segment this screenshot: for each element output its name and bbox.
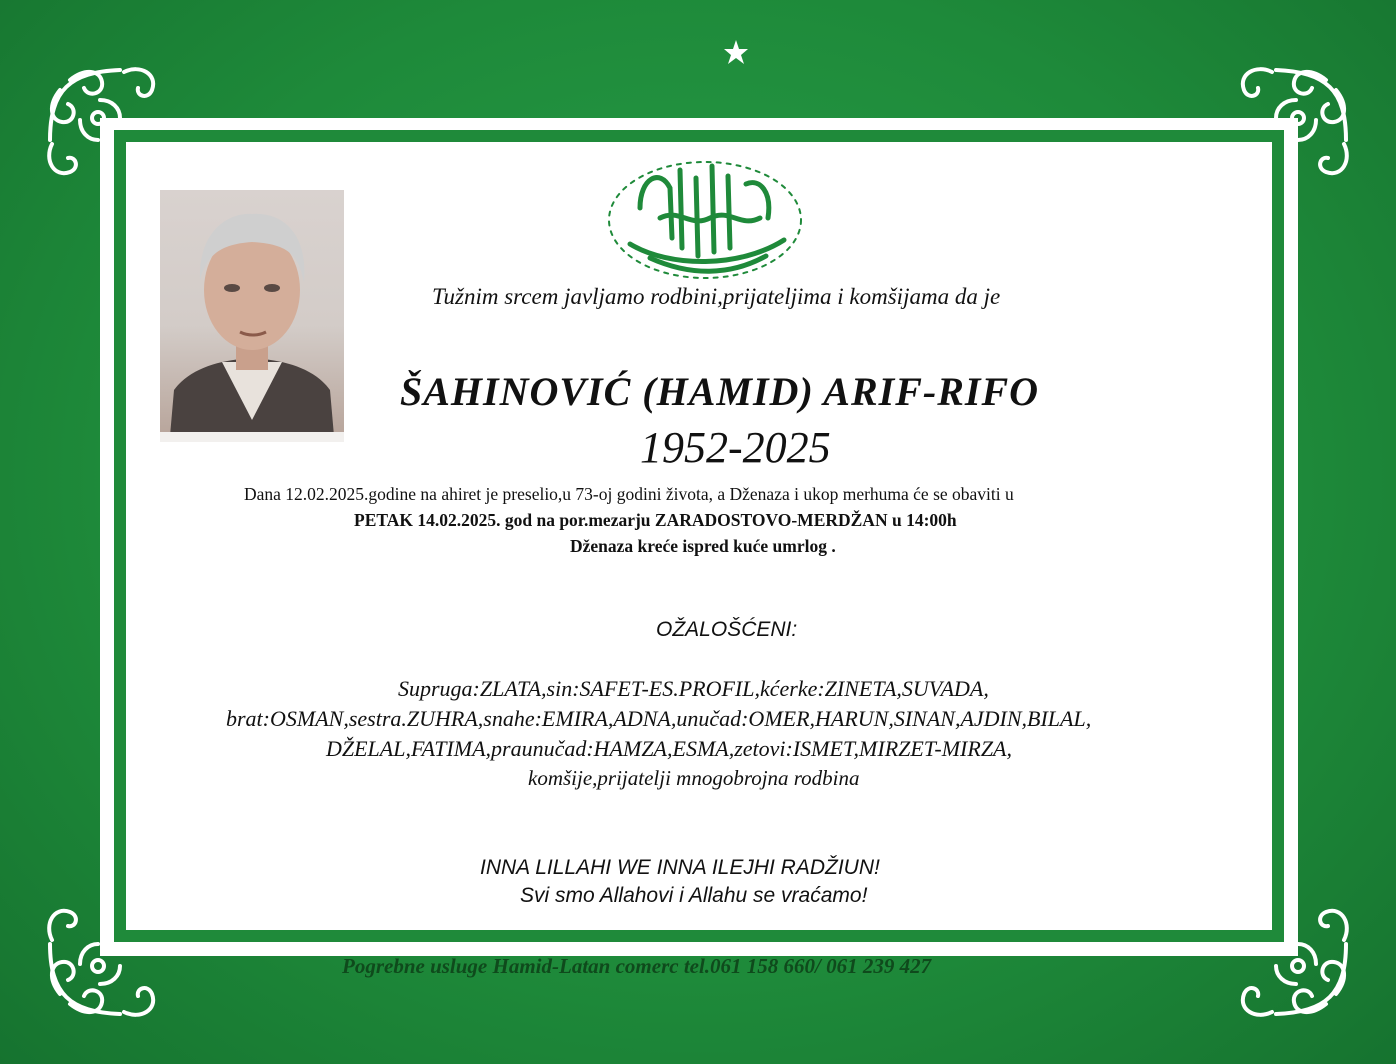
photo-caption-strip — [160, 432, 344, 442]
details-line-3: Dženaza kreće ispred kuće umrlog . — [570, 536, 836, 556]
crescent-star-icon — [660, 18, 760, 98]
dua-arabic-transliteration: INNA LILLAHI WE INNA ILEJHI RADŽIUN! — [480, 856, 880, 879]
mourners-heading: OŽALOŠĆENI: — [656, 618, 798, 641]
dua-translation: Svi smo Allahovi i Allahu se vraćamo! — [520, 884, 868, 907]
details-line-2: PETAK 14.02.2025. god na por.mezarju ZARADOSTOVO-MERDŽAN u 14:00h — [354, 510, 957, 530]
deceased-years: 1952-2025 — [640, 423, 831, 472]
portrait-photo — [160, 190, 344, 436]
deceased-name: ŠAHINOVIĆ (HAMID) ARIF-RIFO — [400, 369, 1040, 414]
details-line-1: Dana 12.02.2025.godine na ahiret je preselio,u 73-oj godini života, a Dženaza i ukop merhuma će se obaviti u — [244, 484, 1014, 504]
mourners-line: komšije,prijatelji mnogobrojna rodbina — [528, 766, 860, 790]
intro-text: Tužnim srcem javljamo rodbini,prijateljima i komšijama da je — [432, 284, 1001, 309]
arabic-calligraphy-icon — [600, 148, 810, 288]
mourners-line: DŽELAL,FATIMA,praunučad:HAMZA,ESMA,zetovi:ISMET,MIRZET-MIRZA, — [326, 736, 1012, 761]
mourners-line: brat:OSMAN,sestra.ZUHRA,snahe:EMIRA,ADNA,unučad:OMER,HARUN,SINAN,AJDIN,BILAL, — [226, 706, 1092, 731]
mourners-line: Supruga:ZLATA,sin:SAFET-ES.PROFIL,kćerke:ZINETA,SUVADA, — [398, 676, 989, 701]
funeral-service-footer: Pogrebne usluge Hamid-Latan comerc tel.061 158 660/ 061 239 427 — [342, 954, 932, 978]
